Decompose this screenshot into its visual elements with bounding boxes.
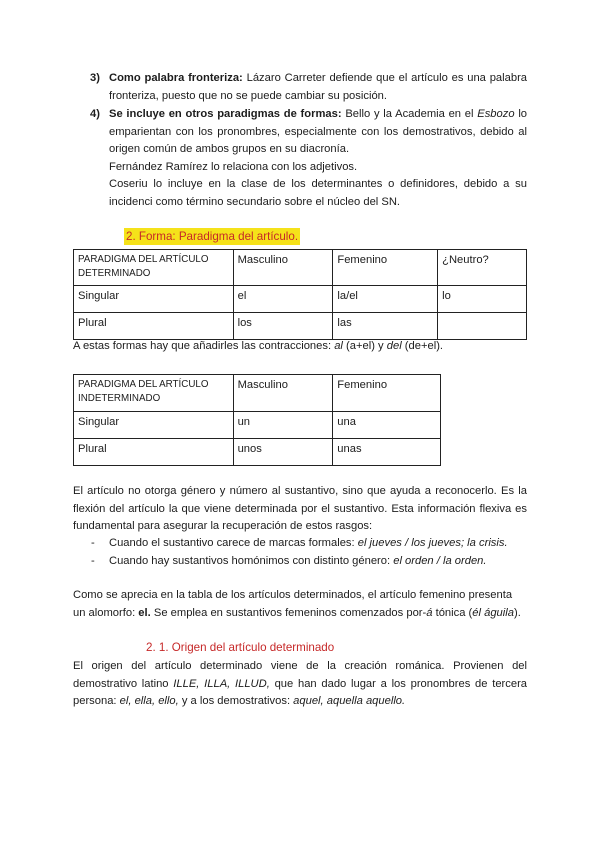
section-heading: 2. Forma: Paradigma del artículo. [126,230,299,243]
table-cell: unos [233,439,333,466]
table-row [74,313,527,340]
list-item-text: lo emparientan con los pronombres, especialmente con los demostrativos, debido al origen común de ambos grupos en su diacronía. [109,108,528,155]
italic-term: aquel, aquella aquello. [293,695,406,707]
body-text: (a+el) y [346,340,384,352]
table-header-cell [74,250,234,286]
body-text: Se emplea en sustantivos femeninos comenzados por- [153,606,427,619]
italic-term: el, ella, ello, [119,695,179,707]
dash-marker: - [91,554,95,567]
paragraph-origen [73,658,527,711]
list-item-line: Fernández Ramírez lo relaciona con los adjetivos. [109,160,358,173]
body-text: A estas formas hay que añadirles las contracciones: [73,340,332,352]
list-item-3 [90,70,527,105]
table-row [74,412,441,439]
contractions-line [73,338,527,356]
table-cell [438,313,527,340]
row-label: Plural [74,313,234,340]
italic-example: el orden / la orden. [393,554,487,567]
bold-term: el. [138,606,151,619]
table-cell: lo [438,286,527,313]
dash-marker: - [91,537,95,549]
table-row [74,439,441,466]
body-text: ). [513,606,521,619]
row-label: Singular [74,286,234,313]
header-text: INDETERMINADO [78,393,161,404]
italic-term: del [386,340,402,352]
table-cell: los [233,313,333,340]
column-header: Femenino [333,375,441,412]
italic-example: él águila [472,606,514,619]
row-label: Singular [74,412,234,439]
list-item [73,553,527,571]
list-item [73,535,527,553]
row-label: Plural [74,439,234,466]
table-cell: las [333,313,438,340]
list-number: 3) [90,72,100,84]
body-text: y a los demostrativos: [181,695,291,707]
list-item-text: Bello y la Academia en el [345,108,474,120]
italic-term: al [334,340,343,352]
header-text: DETERMINADO [78,268,151,279]
list-item-text: Lázaro Carreter defiende que el artículo es una palabra fronteriza, puesto que no se puede cambiar su posición. [109,72,528,102]
list-item-label: Se incluye en otros paradigmas de formas: [109,108,342,120]
table-cell: unas [333,439,441,466]
paragraph-flexion [73,483,527,536]
column-header: ¿Neutro? [438,250,527,286]
body-text: El origen del artículo determinado viene de la creación románica. Provienen del demostrativo latino [73,660,527,690]
subsection-heading: 2. 1. Origen del artículo determinado [146,641,335,654]
table-cell: una [333,412,441,439]
body-text: Cuando el sustantivo carece de marcas formales: [109,537,355,549]
italic-term: ILLE, ILLA, ILLUD, [173,677,270,690]
table-header-row [74,250,527,286]
column-header: Masculino [233,375,333,412]
table-row [74,286,527,313]
list-number: 4) [90,108,100,120]
dash-list [73,535,527,570]
italic-term: Esbozo [477,108,515,120]
italic-term: á [426,606,433,619]
body-text: Cuando hay sustantivos homónimos con distinto género: [109,554,391,567]
list-item-label: Como palabra fronteriza: [109,72,243,84]
body-text: Como se aprecia en la tabla de los artículos determinados, el artículo femenino presenta [73,589,513,601]
table-cell: la/el [333,286,438,313]
column-header: Masculino [233,250,333,286]
table-header-cell [74,375,234,412]
body-text: un alomorfo: [73,606,136,619]
body-text: que han dado lugar a los pronombres de tercera persona: [73,677,528,707]
table-header-row [74,375,441,412]
list-item-line: Coseriu lo incluye en la clase de los determinantes o definidores, debido a su incidenci como término secundario sobre el núcleo del SN. [109,178,527,208]
italic-example: el jueves / los jueves; la crisis. [357,537,508,549]
table-cell: el [233,286,333,313]
body-text: (de+el). [404,340,444,352]
header-text: PARADIGMA DEL ARTÍCULO [78,379,209,390]
table-cell: un [233,412,333,439]
body-text: tónica ( [435,606,473,619]
column-header: Femenino [333,250,438,286]
table-articulo-determinado [73,249,527,340]
header-text: PARADIGMA DEL ARTÍCULO [78,254,209,265]
paragraph-alomorfo [73,587,527,622]
table-articulo-indeterminado [73,374,441,466]
list-item-4 [90,106,527,211]
body-text: El artículo no otorga género y número al sustantivo, sino que ayuda a reconocerlo. Es la flexión del artículo la que viene determinada por el sustantivo. Esta información flexiva es fundamental para asegurar la recuperación de estos rasgos: [73,485,527,532]
